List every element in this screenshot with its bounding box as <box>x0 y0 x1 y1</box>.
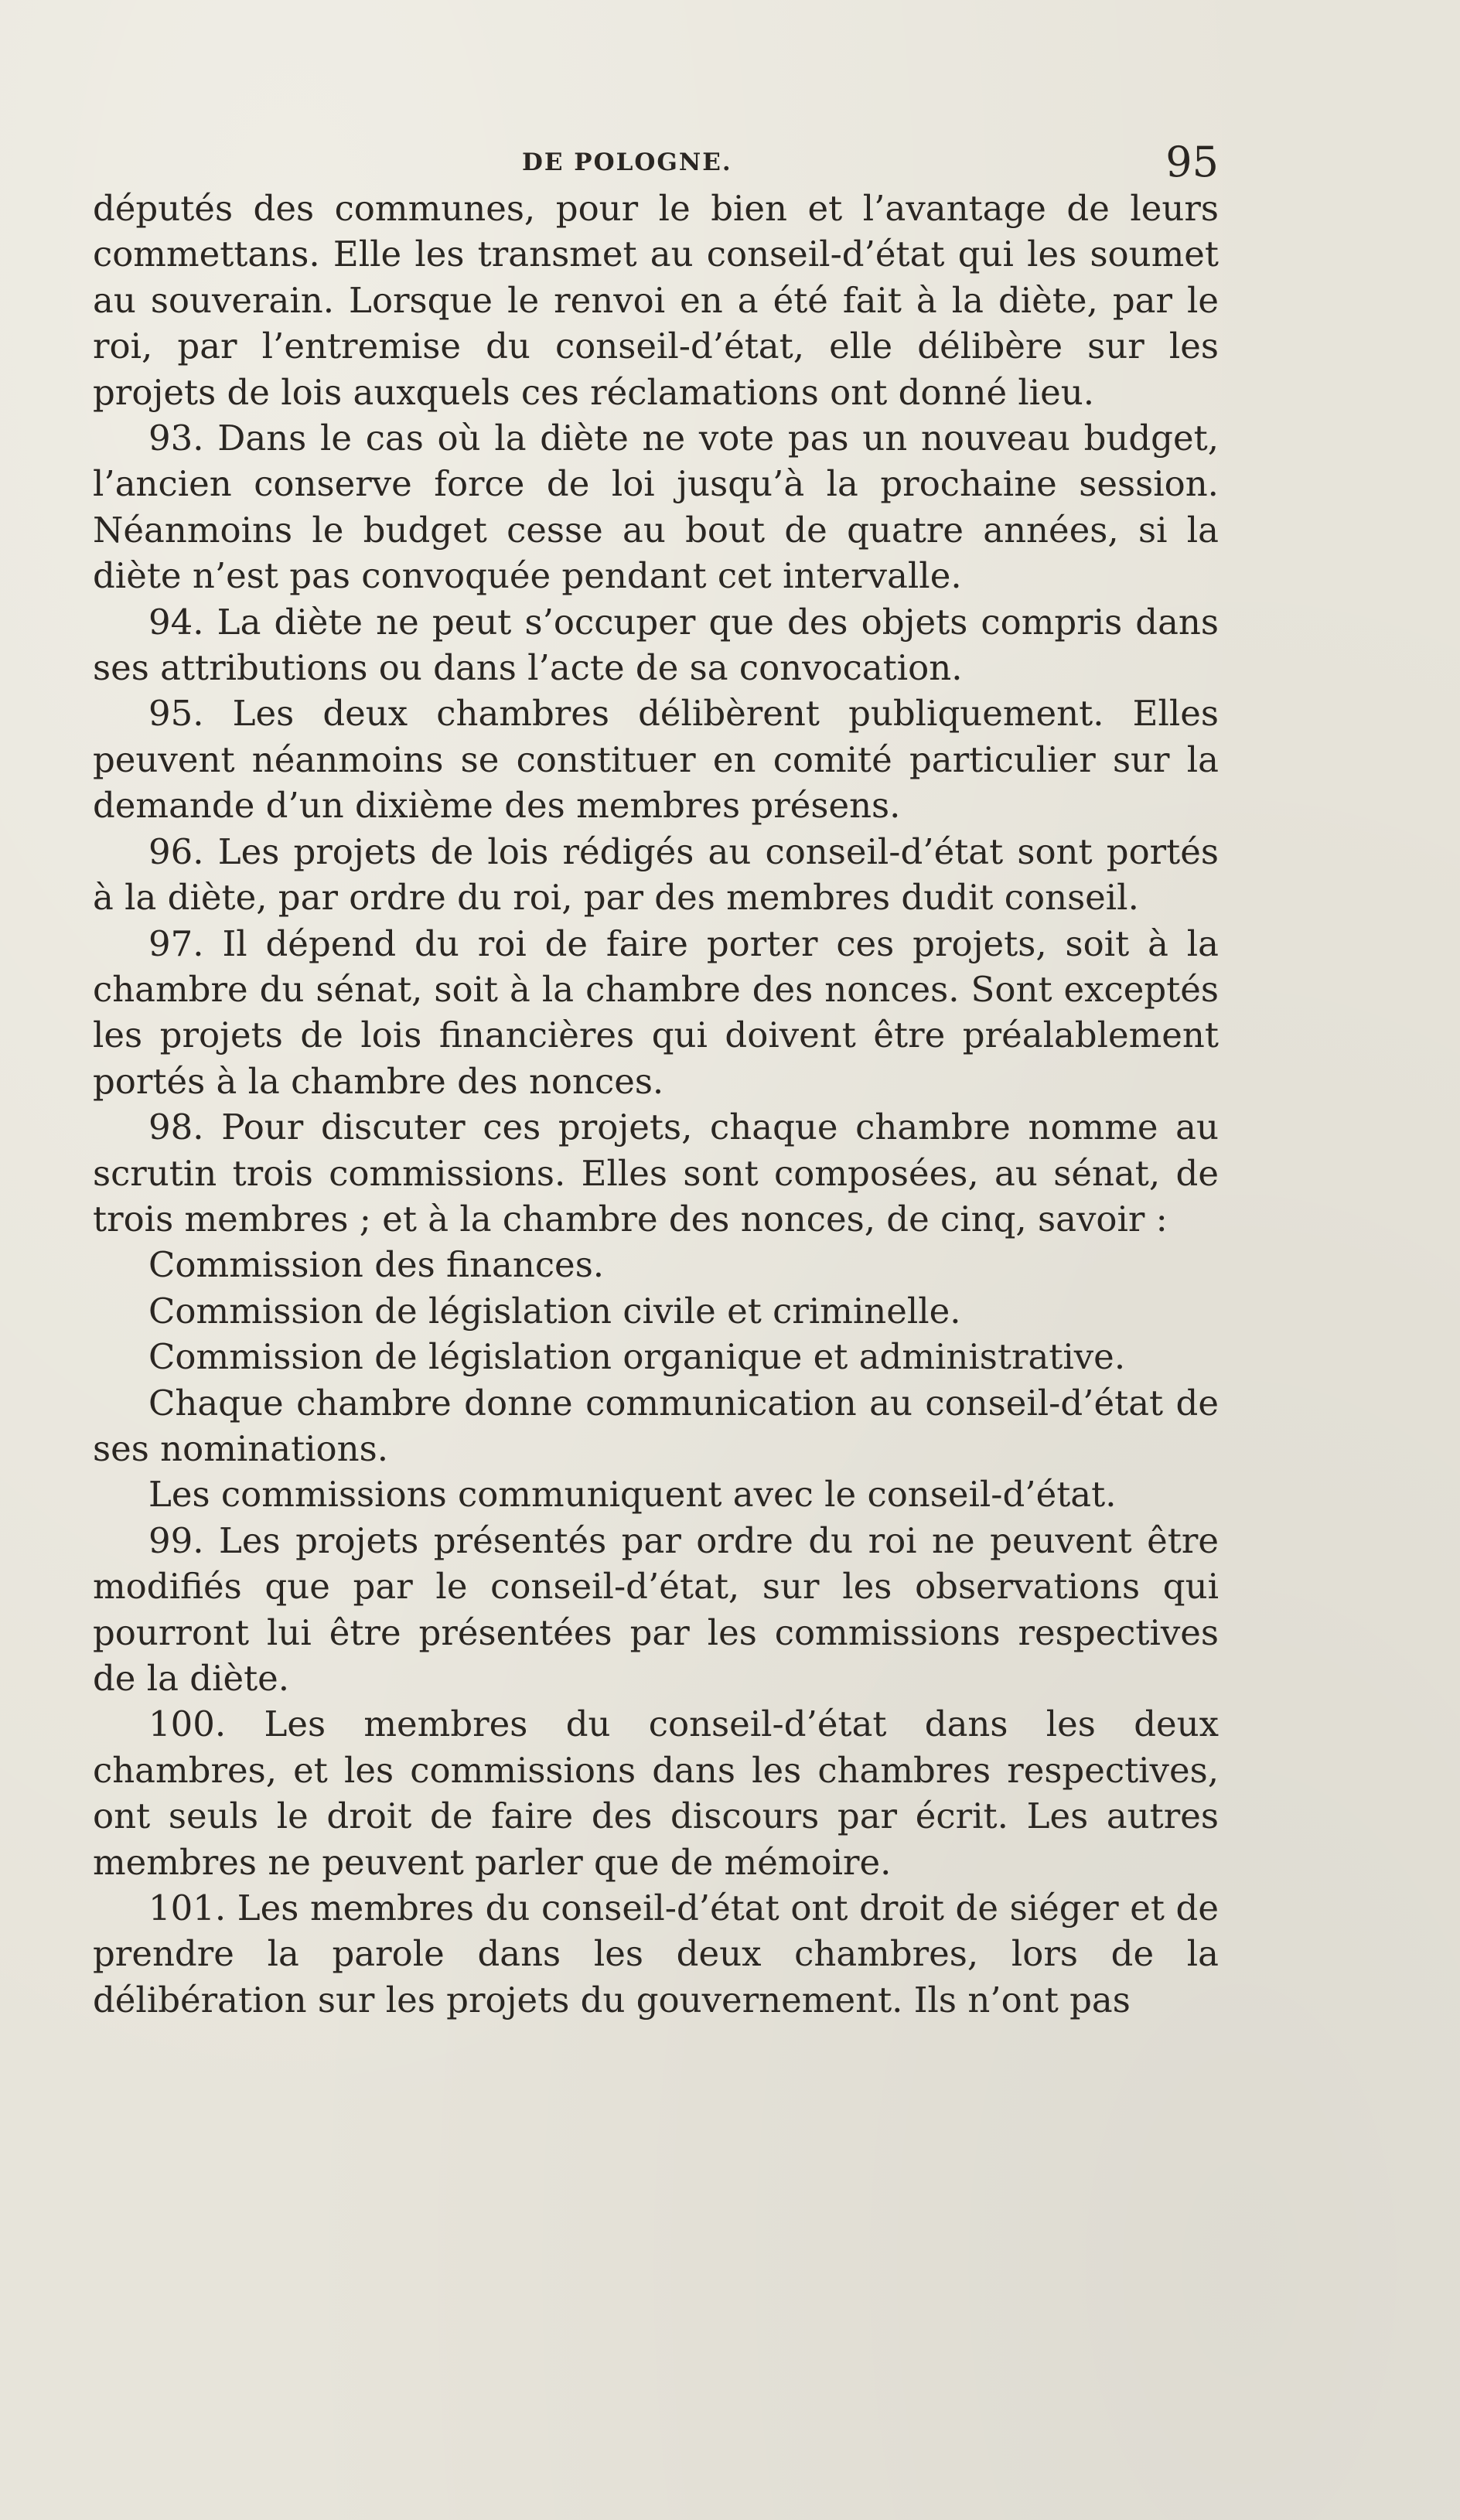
paragraph-communication: Chaque chambre donne communication au conseil-d’état de ses nominations. <box>93 1382 1219 1469</box>
paragraph-continuation: députés des communes, pour le bien et l’avantage de leurs commettans. Elle les transmet au conseil-d’état qui les soumet au souverain. Lorsque le renvoi en a été fait à la diète, par le roi, par l’entremise du conseil-d’état, elle délibère sur les projets de lois auxquels ces réclamations ont donné lieu. <box>93 188 1219 413</box>
page-number: 95 <box>1165 138 1219 186</box>
paragraph-commissions: Les commissions communiquent avec le conseil-d’état. <box>148 1474 1117 1516</box>
article-101: 101. Les membres du conseil-d’état ont droit de siéger et de prendre la parole dans les deux chambres, lors de la délibération sur les projets du gouvernement. Ils n’ont pas <box>93 1887 1219 2020</box>
article-98: 98. Pour discuter ces projets, chaque chambre nomme au scrutin trois commissions. Elles sont composées, au sénat, de trois membres ; et à la chambre des nonces, de cinq, savoir : <box>93 1107 1219 1240</box>
article-93: 93. Dans le cas où la diète ne vote pas un nouveau budget, l’ancien conserve force de loi jusqu’à la prochaine session. Néanmoins le budget cesse au bout de quatre années, si la diète n’est pas convoquée pendant cet intervalle. <box>93 418 1219 597</box>
commission-civile-criminelle: Commission de législation civile et criminelle. <box>148 1290 961 1332</box>
body-text <box>93 186 1219 2023</box>
article-95: 95. Les deux chambres délibèrent publiquement. Elles peuvent néanmoins se constituer en comité particulier sur la demande d’un dixième des membres présens. <box>93 693 1219 827</box>
page-header <box>93 138 1219 192</box>
article-100: 100. Les membres du conseil-d’état dans les deux chambres, et les commissions dans les chambres respectives, ont seuls le droit de faire des discours par écrit. Les autres membres ne peuvent parler que de mémoire. <box>93 1703 1219 1883</box>
article-94: 94. La diète ne peut s’occuper que des objets compris dans ses attributions ou dans l’acte de sa convocation. <box>93 601 1219 689</box>
running-head: DE POLOGNE. <box>522 148 732 176</box>
commission-finances: Commission des finances. <box>148 1244 605 1286</box>
article-96: 96. Les projets de lois rédigés au conseil-d’état sont portés à la diète, par ordre du roi, par des membres dudit conseil. <box>93 830 1219 919</box>
article-99: 99. Les projets présentés par ordre du roi ne peuvent être modifiés que par le conseil-d’état, sur les observations qui pourront lui être présentées par les commissions respectives de la diète. <box>93 1519 1219 1699</box>
article-97: 97. Il dépend du roi de faire porter ces projets, soit à la chambre du sénat, soit à la chambre des nonces. Sont exceptés les projets de lois financières qui doivent être préalablement portés à la chambre des nonces. <box>93 922 1219 1102</box>
commission-organique-administrative: Commission de législation organique et administrative. <box>148 1336 1126 1378</box>
